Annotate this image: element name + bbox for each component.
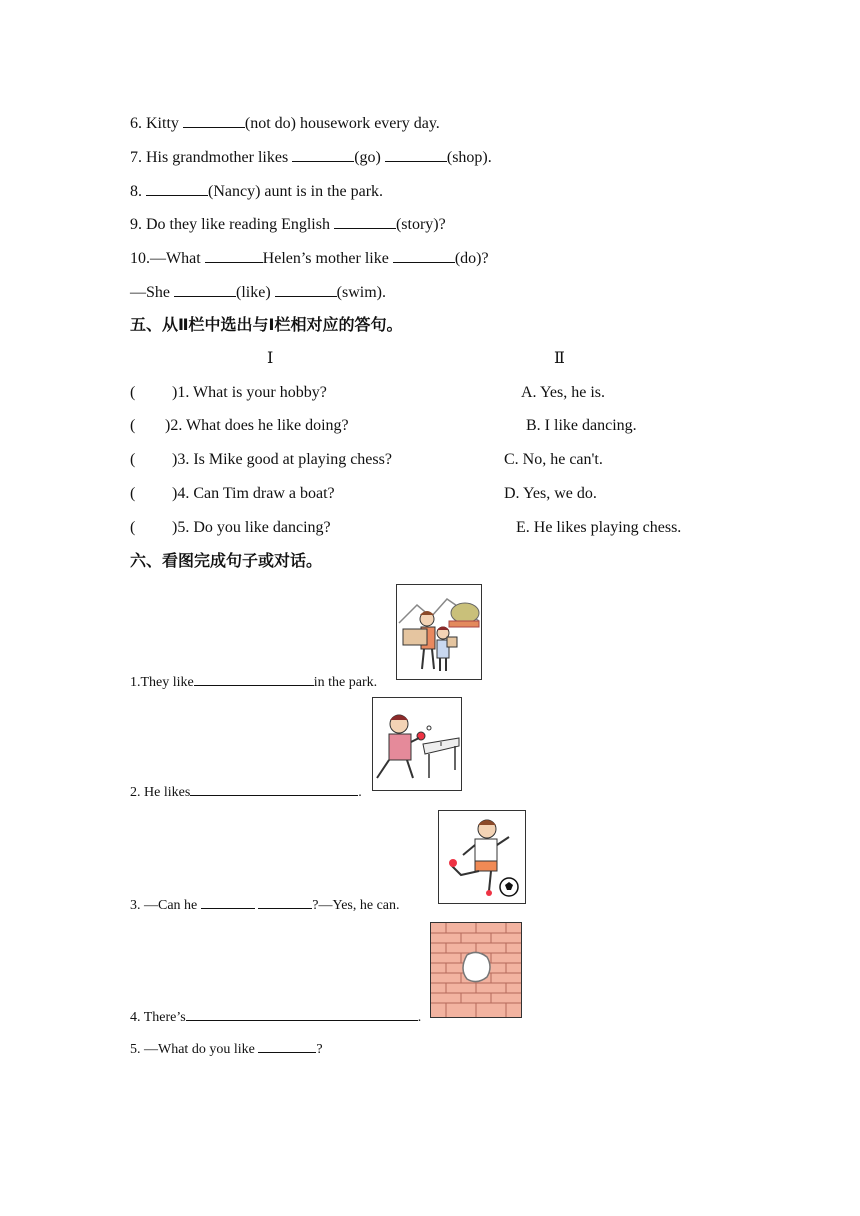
q10b-blank-2[interactable] [275,281,337,297]
sentence-5 [130,1037,323,1060]
sentence-2 [130,780,362,803]
s1-pre: 1.They like [130,675,194,690]
question-8 [130,180,383,202]
q10-blank-2[interactable] [393,247,455,263]
s1-blank[interactable] [194,670,314,686]
q9-text: 9. Do they like reading English [130,216,330,233]
s2-pre: 2. He likes [130,785,191,800]
match-question-3 [130,450,392,470]
sentence-4 [130,1005,421,1028]
q10-hint: (do)? [454,250,489,267]
picture-table-tennis [372,697,462,791]
q10b-hint-1: (like) [236,284,271,301]
carrying-box-illustration [397,585,481,679]
answer-c: C. No, he can't. [504,451,603,468]
column-2-header: Ⅱ [554,350,565,367]
s3-post: ?—Yes, he can. [312,898,400,913]
answer-paren-4[interactable]: ( [130,485,136,502]
column-1-header: Ⅰ [267,350,274,367]
q6-blank[interactable] [183,112,245,128]
question-6 [130,112,440,134]
s2-post: . [358,785,362,800]
answer-paren-2[interactable]: ( [130,417,136,434]
table-tennis-illustration [373,698,461,790]
question-10b [130,281,386,303]
football-illustration [439,811,525,903]
match-question-3-text: )3. Is Mike good at playing chess? [172,451,392,468]
brick-wall-illustration [431,923,521,1017]
answer-paren-1[interactable]: ( [130,384,136,401]
q6-hint: (not do) housework every day. [244,115,440,132]
q6-text: 6. Kitty [130,115,179,132]
part5-heading: 五、从Ⅱ栏中选出与Ⅰ栏相对应的答句。 [130,315,403,334]
q9-hint: (story)? [395,216,446,233]
q10b-blank-1[interactable] [174,281,236,297]
s2-blank[interactable] [190,780,358,796]
q10b-text: —She [130,284,170,301]
match-question-4-text: )4. Can Tim draw a boat? [172,485,335,502]
answer-paren-5[interactable]: ( [130,519,136,536]
s5-post: ? [316,1042,323,1057]
match-question-2 [130,416,349,436]
answer-b: B. I like dancing. [526,417,637,434]
s4-pre: 4. There’s [130,1010,186,1025]
q10b-hint-2: (swim). [336,284,386,301]
sentence-1 [130,670,377,693]
match-question-1 [130,383,327,403]
match-question-5-text: )5. Do you like dancing? [172,519,331,536]
q7-blank-1[interactable] [292,146,354,162]
answer-paren-3[interactable]: ( [130,451,136,468]
picture-hole-in-wall [430,922,522,1018]
answer-d: D. Yes, we do. [504,485,597,502]
s4-post: . [417,1010,422,1025]
answer-a: A. Yes, he is. [521,384,606,401]
q7-hint-1: (go) [354,149,381,166]
q10-blank-1[interactable] [205,247,263,263]
match-question-1-text: )1. What is your hobby? [172,384,327,401]
q7-blank-2[interactable] [385,146,447,162]
q7-text: 7. His grandmother likes [130,149,289,166]
part6-heading: 六、看图完成句子或对话。 [130,551,323,570]
q10-text: 10.—What [130,250,201,267]
question-7 [130,146,492,168]
match-question-5 [130,518,331,538]
answer-e: E. He likes playing chess. [516,519,682,536]
q8-blank[interactable] [146,180,208,196]
question-9 [130,213,446,235]
q8-hint: (Nancy) aunt is in the park. [208,183,384,200]
match-question-4 [130,484,335,504]
s5-pre: 5. —What do you like [130,1042,255,1057]
q10-mid: Helen’s mother like [262,250,389,267]
picture-football [438,810,526,904]
match-question-2-text: )2. What does he like doing? [165,417,349,434]
s4-blank[interactable] [186,1005,418,1021]
q9-blank[interactable] [334,213,396,229]
s3-blank-1[interactable] [201,893,255,909]
q8-text: 8. [130,183,142,200]
picture-people-carrying-box [396,584,482,680]
sentence-3 [130,893,400,916]
s1-post: in the park. [313,675,378,690]
s5-blank[interactable] [258,1037,316,1053]
question-10 [130,247,489,269]
s3-blank-2[interactable] [258,893,312,909]
s3-pre: 3. —Can he [130,898,198,913]
q7-hint-2: (shop). [446,149,492,166]
